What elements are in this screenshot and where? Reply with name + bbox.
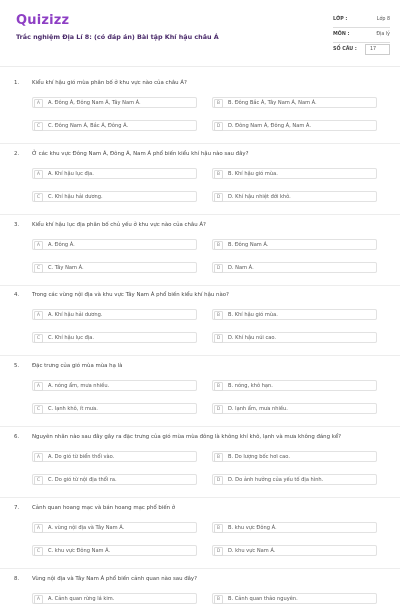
option-letter-box: B (214, 241, 223, 250)
question-number: 6. (14, 434, 20, 440)
option-text: A. Cảnh quan rừng lá kim. (48, 596, 115, 602)
question-text: Kiểu khí hậu lục địa phân bố chủ yếu ở khu vực nào của châu Á? (32, 222, 206, 228)
question-text: Vùng nội địa và Tây Nam Á phổ biến cảnh quan nào sau đây? (32, 576, 197, 582)
meta-grade-label: LỚP : (333, 17, 348, 22)
answer-option-c[interactable] (32, 403, 197, 414)
option-text: A. Đông Á, Đông Nam Á, Tây Nam Á. (48, 100, 141, 106)
meta-count-box (365, 44, 390, 55)
option-text: A. Do gió từ biển thổi vào. (48, 454, 115, 460)
meta-grade-value: Lớp 8 (376, 17, 390, 22)
meta-subject-value: Địa lý (376, 32, 390, 37)
answer-option-c[interactable] (32, 474, 197, 485)
option-text: C. Đông Nam Á, Bắc Á, Đông Á. (48, 123, 129, 129)
option-text: D. Đông Nam Á, Đông Á, Nam Á. (228, 123, 311, 129)
answer-option-c[interactable] (32, 120, 197, 131)
question-divider (0, 568, 400, 569)
meta-count-value: 17 (370, 47, 377, 52)
option-letter-box: D (214, 122, 223, 131)
option-letter-box: D (214, 405, 223, 414)
answer-option-a[interactable] (32, 522, 197, 533)
answer-option-a[interactable] (32, 380, 197, 391)
answer-option-b[interactable] (212, 522, 377, 533)
answer-option-a[interactable] (32, 168, 197, 179)
answer-option-a[interactable] (32, 593, 197, 604)
question-number: 1. (14, 80, 20, 86)
option-letter-box: D (214, 264, 223, 273)
option-text: C. lạnh khô, ít mưa. (48, 406, 98, 412)
option-letter-box: D (214, 547, 223, 556)
option-text: D. khu vực Nam Á. (228, 548, 276, 554)
page-title: Trắc nghiệm Địa Lí 8: (có đáp án) Bài tập Khí hậu châu Á (16, 33, 219, 41)
option-text: A. nóng ẩm, mưa nhiều. (48, 383, 110, 389)
option-letter-box: A (34, 311, 43, 320)
option-text: D. Khí hậu núi cao. (228, 335, 277, 341)
option-letter-box: A (34, 241, 43, 250)
option-text: C. Do gió từ nội địa thổi ra. (48, 477, 117, 483)
option-text: B. Đông Bắc Á, Tây Nam Á, Nam Á. (228, 100, 317, 106)
answer-option-b[interactable] (212, 97, 377, 108)
option-text: D. Nam Á. (228, 265, 254, 271)
answer-option-c[interactable] (32, 262, 197, 273)
option-letter-box: B (214, 170, 223, 179)
question-text: Đặc trưng của gió mùa mùa hạ là (32, 363, 123, 369)
answer-option-d[interactable] (212, 545, 377, 556)
answer-option-b[interactable] (212, 593, 377, 604)
option-text: B. Do lượng bốc hơi cao. (228, 454, 290, 460)
answer-option-d[interactable] (212, 120, 377, 131)
answer-option-d[interactable] (212, 332, 377, 343)
answer-option-b[interactable] (212, 380, 377, 391)
option-letter-box: B (214, 382, 223, 391)
option-text: B. nóng, khô hạn. (228, 383, 273, 389)
option-letter-box: C (34, 476, 43, 485)
option-letter-box: A (34, 170, 43, 179)
option-letter-box: D (214, 193, 223, 202)
option-text: A. Đông Á. (48, 242, 75, 248)
option-text: A. Khí hậu hải dương. (48, 312, 103, 318)
question-number: 7. (14, 505, 20, 511)
option-text: C. Khí hậu hải dương. (48, 194, 103, 200)
question-text: Trong các vùng nội địa và khu vực Tây Nam Á phổ biến kiểu khí hậu nào? (32, 292, 229, 298)
answer-option-c[interactable] (32, 191, 197, 202)
answer-option-c[interactable] (32, 332, 197, 343)
option-letter-box: B (214, 311, 223, 320)
option-text: C. Tây Nam Á. (48, 265, 84, 271)
question-divider (0, 143, 400, 144)
answer-option-a[interactable] (32, 309, 197, 320)
answer-option-a[interactable] (32, 451, 197, 462)
question-divider (0, 285, 400, 286)
option-text: B. Cảnh quan thảo nguyên. (228, 596, 298, 602)
answer-option-b[interactable] (212, 309, 377, 320)
answer-option-d[interactable] (212, 191, 377, 202)
question-text: Ở các khu vực Đông Nam Á, Đông Á, Nam Á phổ biến kiểu khí hậu nào sau đây? (32, 151, 249, 157)
question-divider (0, 214, 400, 215)
option-text: D. lạnh ẩm, mưa nhiều. (228, 406, 288, 412)
option-letter-box: D (214, 334, 223, 343)
question-number: 8. (14, 576, 20, 582)
option-letter-box: C (34, 264, 43, 273)
option-text: B. Khí hậu gió mùa. (228, 312, 278, 318)
option-letter-box: D (214, 476, 223, 485)
option-text: B. khu vực Đông Á. (228, 525, 277, 531)
option-letter-box: B (214, 453, 223, 462)
option-text: B. Đông Nam Á. (228, 242, 269, 248)
option-letter-box: C (34, 547, 43, 556)
divider (333, 42, 390, 43)
option-letter-box: C (34, 334, 43, 343)
answer-option-d[interactable] (212, 474, 377, 485)
answer-option-b[interactable] (212, 168, 377, 179)
answer-option-d[interactable] (212, 403, 377, 414)
question-divider (0, 355, 400, 356)
question-divider (0, 497, 400, 498)
option-text: A. Khí hậu lục địa. (48, 171, 94, 177)
answer-option-b[interactable] (212, 451, 377, 462)
option-letter-box: A (34, 453, 43, 462)
question-number: 4. (14, 292, 20, 298)
question-text: Nguyên nhân nào sau đây gây ra đặc trưng của gió mùa mùa đông là không khí khô, lạnh và mưa không đáng kể? (32, 434, 342, 440)
question-text: Cảnh quan hoang mạc và bán hoang mạc phổ biến ở (32, 505, 176, 511)
question-number: 5. (14, 363, 20, 369)
answer-option-b[interactable] (212, 239, 377, 250)
meta-subject-label: MÔN : (333, 32, 350, 37)
answer-option-c[interactable] (32, 545, 197, 556)
header-divider (0, 66, 400, 67)
option-text: B. Khí hậu gió mùa. (228, 171, 278, 177)
option-text: C. khu vực Đông Nam Á. (48, 548, 111, 554)
option-letter-box: A (34, 99, 43, 108)
option-letter-box: C (34, 122, 43, 131)
quizizz-logo: Quizizz (16, 13, 70, 28)
option-letter-box: A (34, 524, 43, 533)
answer-option-a[interactable] (32, 239, 197, 250)
option-text: D. Khí hậu nhiệt đới khô. (228, 194, 291, 200)
option-letter-box: B (214, 595, 223, 604)
option-letter-box: B (214, 99, 223, 108)
option-letter-box: A (34, 595, 43, 604)
option-text: D. Do ảnh hưởng của yếu tố địa hình. (228, 477, 324, 483)
option-text: C. Khí hậu lục địa. (48, 335, 95, 341)
option-letter-box: A (34, 382, 43, 391)
answer-option-d[interactable] (212, 262, 377, 273)
option-letter-box: B (214, 524, 223, 533)
option-text: A. vùng nội địa và Tây Nam Á. (48, 525, 125, 531)
question-text: Kiểu khí hậu gió mùa phân bố ở khu vực nào của châu Á? (32, 80, 187, 86)
option-letter-box: C (34, 405, 43, 414)
option-letter-box: C (34, 193, 43, 202)
divider (333, 27, 390, 28)
question-number: 3. (14, 222, 20, 228)
meta-count-label: SỐ CÂU : (333, 47, 357, 52)
question-divider (0, 426, 400, 427)
answer-option-a[interactable] (32, 97, 197, 108)
question-number: 2. (14, 151, 20, 157)
